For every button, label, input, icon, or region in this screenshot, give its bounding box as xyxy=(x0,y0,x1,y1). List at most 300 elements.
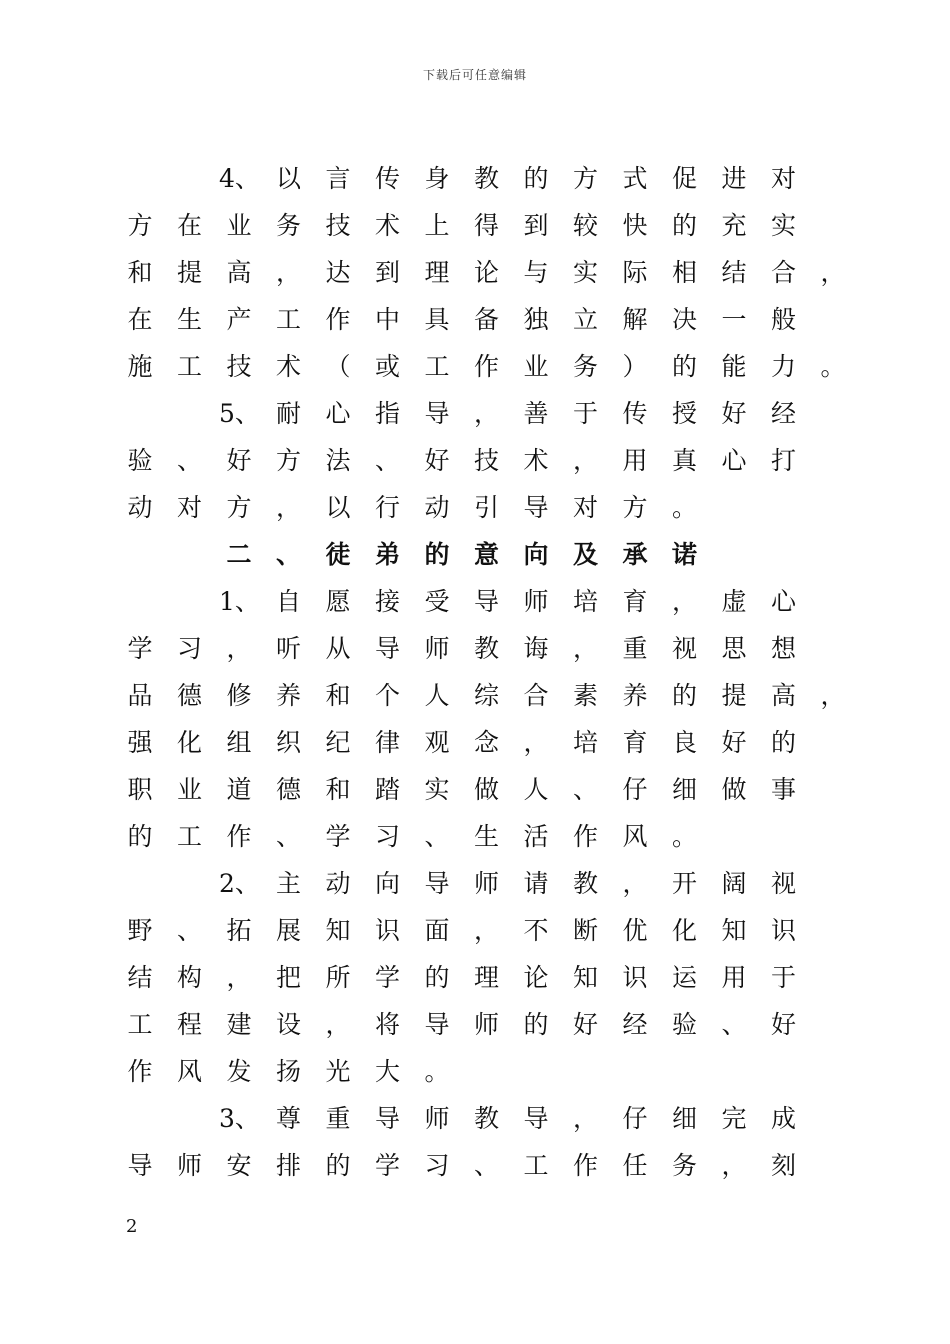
text-char: 和 xyxy=(325,775,351,804)
text-char: 构 xyxy=(176,963,202,992)
page-header: 下载后可任意编辑 xyxy=(422,68,527,82)
text-line xyxy=(0,672,950,719)
text-char: 识 xyxy=(374,916,400,945)
text-char: 合 xyxy=(523,681,549,710)
text-char: 断 xyxy=(572,916,598,945)
text-char: 成 xyxy=(770,1104,796,1133)
text-char: 好 xyxy=(572,1010,598,1039)
text-char: 充 xyxy=(721,211,747,240)
text-char: 发 xyxy=(226,1057,252,1086)
text-char: 拓 xyxy=(226,916,252,945)
text-char: 的 xyxy=(770,728,796,757)
text-char: 导 xyxy=(424,1010,450,1039)
text-char: 备 xyxy=(473,305,499,334)
text-char: 二 xyxy=(226,540,252,569)
text-char: 实 xyxy=(424,775,450,804)
text-char: 职 xyxy=(127,775,153,804)
text-char: 立 xyxy=(572,305,598,334)
text-char: 培 xyxy=(572,728,598,757)
text-char: 意 xyxy=(473,540,499,569)
text-char: 导 xyxy=(127,1151,153,1180)
text-line xyxy=(0,296,950,343)
text-char: 受 xyxy=(424,587,450,616)
text-char: 人 xyxy=(424,681,450,710)
text-char: 、 xyxy=(721,1010,747,1039)
text-char: 化 xyxy=(176,728,202,757)
text-char: 念 xyxy=(473,728,499,757)
text-char: 、 xyxy=(572,775,598,804)
text-char: ， xyxy=(473,916,499,945)
text-char: 工 xyxy=(275,305,301,334)
text-char: ， xyxy=(325,1010,351,1039)
text-char: 做 xyxy=(473,775,499,804)
text-char: 弟 xyxy=(374,540,400,569)
text-char: 身 xyxy=(424,164,450,193)
text-char: 务 xyxy=(671,1151,697,1180)
text-char: 道 xyxy=(226,775,252,804)
text-char: 授 xyxy=(671,399,697,428)
text-char: 产 xyxy=(226,305,252,334)
text-line xyxy=(0,1095,950,1142)
text-char: 自 xyxy=(275,587,301,616)
text-char: ， xyxy=(473,399,499,428)
text-char: 行 xyxy=(374,493,400,522)
text-char: 理 xyxy=(473,963,499,992)
section-heading xyxy=(0,531,950,578)
text-char: 综 xyxy=(473,681,499,710)
text-char: ， xyxy=(275,258,301,287)
text-char: 导 xyxy=(374,1104,400,1133)
text-char: 建 xyxy=(226,1010,252,1039)
text-char: 对 xyxy=(770,164,796,193)
text-char: 心 xyxy=(325,399,351,428)
text-char: 风 xyxy=(176,1057,202,1086)
text-char: 安 xyxy=(226,1151,252,1180)
text-line xyxy=(0,1142,950,1189)
text-char: ， xyxy=(622,869,648,898)
text-char: 得 xyxy=(473,211,499,240)
text-char: 式 xyxy=(622,164,648,193)
text-char: 施 xyxy=(127,352,153,381)
text-char: 的 xyxy=(424,540,450,569)
text-char: 对 xyxy=(572,493,598,522)
text-char: 以 xyxy=(325,493,351,522)
text-char: 、 xyxy=(176,446,202,475)
text-char: 中 xyxy=(374,305,400,334)
text-char: ， xyxy=(523,728,549,757)
text-char: 刻 xyxy=(770,1151,796,1180)
text-char: 的 xyxy=(325,1151,351,1180)
text-char: 光 xyxy=(325,1057,351,1086)
text-char: 知 xyxy=(721,916,747,945)
page-number: 2 xyxy=(126,1216,138,1237)
text-char: 诺 xyxy=(671,540,697,569)
text-char: 识 xyxy=(622,963,648,992)
text-line xyxy=(0,766,950,813)
text-char: 开 xyxy=(671,869,697,898)
text-char: 程 xyxy=(176,1010,202,1039)
text-char: 。 xyxy=(424,1057,450,1086)
text-char: 2、 xyxy=(219,869,260,898)
text-char: ， xyxy=(671,587,697,616)
text-char: 虚 xyxy=(721,587,747,616)
text-char: 5、 xyxy=(219,399,260,428)
text-line xyxy=(0,155,950,202)
text-line xyxy=(0,860,950,907)
text-line xyxy=(0,484,950,531)
text-char: 向 xyxy=(523,540,549,569)
text-char: 的 xyxy=(671,211,697,240)
text-char: 知 xyxy=(325,916,351,945)
text-char: 验 xyxy=(127,446,153,475)
text-char: 高 xyxy=(770,681,796,710)
text-char: 导 xyxy=(523,1104,549,1133)
text-char: 德 xyxy=(275,775,301,804)
text-char: 视 xyxy=(671,634,697,663)
text-char: 生 xyxy=(176,305,202,334)
text-char: 耐 xyxy=(275,399,301,428)
text-char: 好 xyxy=(721,399,747,428)
text-char: 快 xyxy=(622,211,648,240)
text-char: 方 xyxy=(572,164,598,193)
text-char: ， xyxy=(721,1151,747,1180)
text-char: 工 xyxy=(176,352,202,381)
text-line xyxy=(0,202,950,249)
text-char: 教 xyxy=(572,869,598,898)
text-char: 观 xyxy=(424,728,450,757)
text-char: 务 xyxy=(572,352,598,381)
text-char: 活 xyxy=(523,822,549,851)
text-line xyxy=(0,719,950,766)
text-char: 或 xyxy=(374,352,400,381)
text-char: 任 xyxy=(622,1151,648,1180)
text-char: 想 xyxy=(770,634,796,663)
text-char: 作 xyxy=(572,822,598,851)
text-char: 实 xyxy=(770,211,796,240)
text-char: ， xyxy=(572,634,598,663)
text-char: 教 xyxy=(473,1104,499,1133)
text-char: 运 xyxy=(671,963,697,992)
text-char: 独 xyxy=(523,305,549,334)
text-char: 用 xyxy=(622,446,648,475)
text-char: 传 xyxy=(374,164,400,193)
text-char: 养 xyxy=(622,681,648,710)
text-char: ， xyxy=(820,681,846,710)
text-char: 工 xyxy=(127,1010,153,1039)
text-char: 、 xyxy=(275,540,301,569)
text-char: 仔 xyxy=(622,775,648,804)
text-line xyxy=(0,437,950,484)
text-char: 学 xyxy=(374,963,400,992)
text-char: 相 xyxy=(671,258,697,287)
text-char: 上 xyxy=(424,211,450,240)
text-char: 阔 xyxy=(721,869,747,898)
text-char: 业 xyxy=(176,775,202,804)
text-char: 工 xyxy=(424,352,450,381)
text-char: 结 xyxy=(127,963,153,992)
text-char: 作 xyxy=(226,822,252,851)
text-char: 解 xyxy=(622,305,648,334)
text-char: 知 xyxy=(572,963,598,992)
text-char: 品 xyxy=(127,681,153,710)
text-char: 和 xyxy=(325,681,351,710)
text-char: 经 xyxy=(770,399,796,428)
text-char: 具 xyxy=(424,305,450,334)
text-char: 方 xyxy=(127,211,153,240)
text-char: 优 xyxy=(622,916,648,945)
text-char: 传 xyxy=(622,399,648,428)
text-char: 的 xyxy=(424,963,450,992)
text-char: 好 xyxy=(424,446,450,475)
text-char: 3、 xyxy=(219,1104,260,1133)
text-char: 愿 xyxy=(325,587,351,616)
text-char: 技 xyxy=(325,211,351,240)
text-char: ， xyxy=(275,493,301,522)
text-char: 较 xyxy=(572,211,598,240)
text-char: 思 xyxy=(721,634,747,663)
text-char: 主 xyxy=(275,869,301,898)
text-char: 用 xyxy=(721,963,747,992)
text-char: 法 xyxy=(325,446,351,475)
text-char: 及 xyxy=(572,540,598,569)
text-char: 师 xyxy=(523,587,549,616)
text-char: 论 xyxy=(523,963,549,992)
text-char: 织 xyxy=(275,728,301,757)
text-char: 在 xyxy=(176,211,202,240)
text-line xyxy=(0,343,950,390)
text-line xyxy=(0,1048,950,1095)
text-char: 动 xyxy=(424,493,450,522)
text-char: 人 xyxy=(523,775,549,804)
text-char: 把 xyxy=(275,963,301,992)
text-char: ， xyxy=(226,963,252,992)
text-char: 结 xyxy=(721,258,747,287)
text-char: 、 xyxy=(473,1151,499,1180)
text-char: 做 xyxy=(721,775,747,804)
text-char: 师 xyxy=(176,1151,202,1180)
text-char: 学 xyxy=(127,634,153,663)
text-char: 的 xyxy=(127,822,153,851)
text-char: ， xyxy=(572,446,598,475)
text-line xyxy=(0,813,950,860)
text-char: 、 xyxy=(374,446,400,475)
text-char: 力 xyxy=(770,352,796,381)
text-char: 业 xyxy=(523,352,549,381)
text-char: 一 xyxy=(721,305,747,334)
text-char: 到 xyxy=(523,211,549,240)
text-char: 1、 xyxy=(219,587,260,616)
text-char: ， xyxy=(820,258,846,287)
text-char: 论 xyxy=(473,258,499,287)
text-line xyxy=(0,954,950,1001)
text-char: 高 xyxy=(226,258,252,287)
text-char: ） xyxy=(622,352,648,381)
text-char: 促 xyxy=(671,164,697,193)
text-char: 事 xyxy=(770,775,796,804)
text-char: 师 xyxy=(424,634,450,663)
text-char: 导 xyxy=(523,493,549,522)
text-char: 仔 xyxy=(622,1104,648,1133)
text-char: 作 xyxy=(572,1151,598,1180)
text-char: 踏 xyxy=(374,775,400,804)
text-char: 重 xyxy=(325,1104,351,1133)
text-char: 验 xyxy=(671,1010,697,1039)
text-char: 的 xyxy=(671,681,697,710)
text-char: 纪 xyxy=(325,728,351,757)
text-char: 所 xyxy=(325,963,351,992)
text-char: 化 xyxy=(671,916,697,945)
text-char: 、 xyxy=(275,822,301,851)
text-char: 合 xyxy=(770,258,796,287)
text-char: 技 xyxy=(473,446,499,475)
text-char: 面 xyxy=(424,916,450,945)
text-char: 作 xyxy=(473,352,499,381)
text-char: 以 xyxy=(275,164,301,193)
text-char: 经 xyxy=(622,1010,648,1039)
text-char: 向 xyxy=(374,869,400,898)
text-char: 展 xyxy=(275,916,301,945)
text-char: 习 xyxy=(424,1151,450,1180)
text-char: 。 xyxy=(820,352,846,381)
text-char: 排 xyxy=(275,1151,301,1180)
text-char: 修 xyxy=(226,681,252,710)
text-char: 徒 xyxy=(325,540,351,569)
document-body xyxy=(0,155,950,1189)
text-char: 习 xyxy=(176,634,202,663)
text-line xyxy=(0,625,950,672)
text-char: 识 xyxy=(770,916,796,945)
text-char: 生 xyxy=(473,822,499,851)
text-char: 达 xyxy=(325,258,351,287)
text-char: 教 xyxy=(473,164,499,193)
text-char: 。 xyxy=(671,822,697,851)
text-char: 野 xyxy=(127,916,153,945)
text-char: 的 xyxy=(523,164,549,193)
text-char: （ xyxy=(325,352,351,381)
text-char: 动 xyxy=(325,869,351,898)
text-char: 、 xyxy=(424,822,450,851)
text-char: 作 xyxy=(325,305,351,334)
text-char: 学 xyxy=(374,1151,400,1180)
text-char: 个 xyxy=(374,681,400,710)
text-char: 组 xyxy=(226,728,252,757)
text-char: 设 xyxy=(275,1010,301,1039)
text-char: ， xyxy=(572,1104,598,1133)
text-char: 提 xyxy=(176,258,202,287)
text-line xyxy=(0,578,950,625)
text-char: 工 xyxy=(523,1151,549,1180)
text-char: 教 xyxy=(473,634,499,663)
text-char: 育 xyxy=(622,728,648,757)
text-char: 于 xyxy=(572,399,598,428)
text-char: 引 xyxy=(473,493,499,522)
text-char: 好 xyxy=(770,1010,796,1039)
text-char: 导 xyxy=(473,587,499,616)
text-line xyxy=(0,1001,950,1048)
text-char: 大 xyxy=(374,1057,400,1086)
text-char: 承 xyxy=(622,540,648,569)
text-char: 风 xyxy=(622,822,648,851)
text-char: 作 xyxy=(127,1057,153,1086)
text-char: ， xyxy=(226,634,252,663)
text-char: 理 xyxy=(424,258,450,287)
text-char: 养 xyxy=(275,681,301,710)
text-char: 良 xyxy=(671,728,697,757)
text-char: 重 xyxy=(622,634,648,663)
text-char: 不 xyxy=(523,916,549,945)
text-char: 育 xyxy=(622,587,648,616)
text-char: 。 xyxy=(671,493,697,522)
text-char: 和 xyxy=(127,258,153,287)
text-char: 与 xyxy=(523,258,549,287)
text-char: 师 xyxy=(473,1010,499,1039)
text-char: 导 xyxy=(424,869,450,898)
text-char: 工 xyxy=(176,822,202,851)
text-char: 律 xyxy=(374,728,400,757)
text-char: 习 xyxy=(374,822,400,851)
text-char: 于 xyxy=(770,963,796,992)
text-char: 方 xyxy=(622,493,648,522)
text-char: 决 xyxy=(671,305,697,334)
text-char: 扬 xyxy=(275,1057,301,1086)
text-char: 在 xyxy=(127,305,153,334)
text-char: 善 xyxy=(523,399,549,428)
text-char: 术 xyxy=(374,211,400,240)
text-char: 的 xyxy=(671,352,697,381)
text-char: 、 xyxy=(176,916,202,945)
text-char: 业 xyxy=(226,211,252,240)
text-char: 言 xyxy=(325,164,351,193)
text-char: 方 xyxy=(275,446,301,475)
text-char: 好 xyxy=(721,728,747,757)
text-char: 视 xyxy=(770,869,796,898)
text-char: 技 xyxy=(226,352,252,381)
text-char: 际 xyxy=(622,258,648,287)
text-char: 好 xyxy=(226,446,252,475)
text-char: 师 xyxy=(473,869,499,898)
text-line xyxy=(0,249,950,296)
text-char: 的 xyxy=(523,1010,549,1039)
text-char: 德 xyxy=(176,681,202,710)
text-char: 尊 xyxy=(275,1104,301,1133)
text-char: 进 xyxy=(721,164,747,193)
text-char: 请 xyxy=(523,869,549,898)
text-char: 培 xyxy=(572,587,598,616)
text-char: 师 xyxy=(424,1104,450,1133)
text-char: 打 xyxy=(770,446,796,475)
text-char: 能 xyxy=(721,352,747,381)
text-char: 指 xyxy=(374,399,400,428)
text-char: 术 xyxy=(523,446,549,475)
text-char: 4、 xyxy=(219,164,260,193)
text-char: 将 xyxy=(374,1010,400,1039)
text-char: 真 xyxy=(671,446,697,475)
text-char: 导 xyxy=(424,399,450,428)
text-char: 实 xyxy=(572,258,598,287)
text-char: 般 xyxy=(770,305,796,334)
text-char: 动 xyxy=(127,493,153,522)
text-char: 诲 xyxy=(523,634,549,663)
text-char: 方 xyxy=(226,493,252,522)
text-char: 细 xyxy=(671,775,697,804)
text-char: 到 xyxy=(374,258,400,287)
text-line xyxy=(0,390,950,437)
text-char: 对 xyxy=(176,493,202,522)
text-char: 心 xyxy=(770,587,796,616)
text-char: 导 xyxy=(374,634,400,663)
text-char: 务 xyxy=(275,211,301,240)
text-char: 接 xyxy=(374,587,400,616)
